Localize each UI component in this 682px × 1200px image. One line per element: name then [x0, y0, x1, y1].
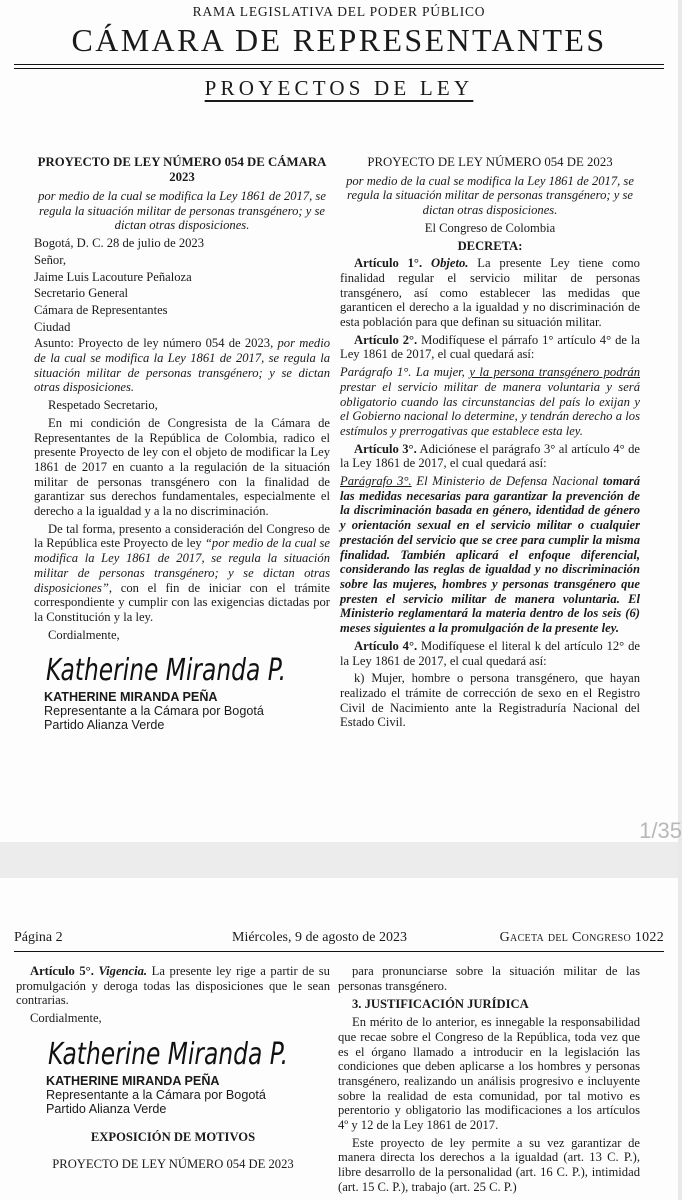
- article-1: [340, 256, 640, 330]
- signer-role: Representante a la Cámara por Bogotá: [44, 704, 264, 719]
- body-paragraph: En mi condición de Congresista de la Cámara de Representantes de la República de Colombia, radico el presente Proyecto de ley con el objeto de modificar la Ley 1861 de 2017 en cuanto a la regulación de la situación militar de personas transgénero con la finalidad de garantizar sus derechos fundamentales, especialmente el derecho a la igualdad y a la no discriminación.: [34, 415, 330, 519]
- article-text: Adiciónese el parágrafo 3° al artículo 4° de la Ley 1861 de 2017, el cual quedará así:: [340, 441, 640, 471]
- right-column: [338, 964, 640, 1198]
- signer-block: [44, 690, 330, 732]
- project-title: PROYECTO DE LEY NÚMERO 054 DE 2023: [52, 1156, 294, 1171]
- article-text: La presente Ley tiene como finalidad regular el servicio militar de personas transgénero, así como establecer las medidas que garanticen el derecho a la igualdad y no discriminación de esta población para que definan su situación militar.: [340, 256, 640, 330]
- paragraph-lead: El Ministerio de Defensa Nacional: [416, 474, 599, 489]
- bill-title: PROYECTO DE LEY NÚMERO 054 DE CÁMARA 2023: [37, 155, 327, 184]
- address-line: Secretario General: [34, 286, 129, 301]
- header-rule-thin: [14, 68, 664, 69]
- page-counter: 1/35: [639, 818, 682, 843]
- signature-image: [46, 1032, 330, 1072]
- continued-text: para pronunciarse sobre la situación militar de las personas transgénero.: [338, 964, 640, 993]
- article-2: [340, 333, 640, 362]
- gazette-name: Gaceta del Congreso: [499, 930, 631, 945]
- article-label: Artículo 4°.: [354, 638, 418, 653]
- paragraph-lead: Parágrafo 1°. La mujer,: [340, 365, 465, 380]
- paragraph-1: [340, 365, 640, 439]
- gazette-number: 1022: [634, 930, 664, 945]
- signer-name: KATHERINE MIRANDA PEÑA: [44, 690, 218, 705]
- handwritten-signature: [44, 648, 294, 688]
- paragraph-underlined: Parágrafo 3°.: [340, 474, 412, 489]
- article-text: La presente ley rige a partir de su promulgación y deroga todas las disposiciones que le sean contrarias.: [16, 964, 330, 1008]
- paragraph-tail: prestar el servicio militar de manera voluntaria y será obligatorio cuando las circunstancias del país lo exijan y el Gobierno nacional lo determine, y tendrán derecho a los estímulos y prerrogativas que establece esta ley.: [340, 379, 640, 438]
- article-4: [340, 639, 640, 668]
- article-label: Artículo 1°.: [354, 256, 423, 271]
- article-name: Vigencia.: [98, 964, 148, 978]
- decreta-heading: DECRETA:: [457, 238, 523, 253]
- signer-name: KATHERINE MIRANDA PEÑA: [46, 1073, 220, 1088]
- signature-text: Katherine Miranda P.: [46, 653, 286, 689]
- signature-text: Katherine Miranda P.: [48, 1036, 288, 1072]
- right-column: [340, 155, 640, 733]
- left-column: [16, 964, 330, 1174]
- article-5: [16, 964, 330, 1008]
- congress-line: El Congreso de Colombia: [424, 220, 556, 235]
- address-line: Ciudad: [34, 319, 71, 334]
- salutation: Respetado Secretario,: [48, 398, 158, 413]
- letter-date: Bogotá, D. C. 28 de julio de 2023: [34, 236, 205, 251]
- article-label: Artículo 2°.: [354, 332, 418, 347]
- address-line: Señor,: [34, 252, 67, 267]
- closing: Cordialmente,: [30, 1011, 102, 1026]
- chamber-title: CÁMARA DE REPRESENTANTES: [71, 22, 607, 58]
- article-text: Modifíquese el literal k del artículo 12° de la Ley 1861 de 2017, el cual quedará así:: [340, 638, 640, 668]
- handwritten-signature: [46, 1032, 296, 1072]
- address-line: Jaime Luis Lacouture Peñaloza: [34, 269, 192, 284]
- page-label: Página 2: [14, 930, 63, 945]
- running-header: [14, 930, 664, 948]
- literal-k: k) Mujer, hombre o persona transgénero, que hayan realizado el trámite de corrección de sexo en el Registro Civil de Nacimiento ante la Registraduría Nacional del Estado Civil.: [340, 671, 640, 730]
- article-label: Artículo 3°.: [354, 441, 417, 456]
- para-quote: “por medio de la cual se modifica la Ley 1861 de 2017, se regula la situación militar de personas transgénero; y se dictan otras disposiciones”,: [34, 536, 331, 595]
- article-text: Modifíquese el párrafo 1° artículo 4° de la Ley 1861 de 2017, el cual quedará así:: [340, 332, 640, 362]
- section-title: EXPOSICIÓN DE MOTIVOS: [90, 1129, 256, 1144]
- article-label: Artículo 5°.: [30, 964, 94, 978]
- signer-party: Partido Alianza Verde: [46, 1101, 167, 1116]
- para-lead: De tal forma, presento a consideración del Congreso de la República este Proyecto de ley: [34, 521, 330, 551]
- header-rule: [14, 951, 664, 952]
- section-heading: 3. JUSTIFICACIÓN JURÍDICA: [352, 997, 529, 1012]
- signer-block: [46, 1074, 330, 1116]
- signer-role: Representante a la Cámara por Bogotá: [46, 1087, 266, 1102]
- body-paragraph: [34, 522, 330, 625]
- gazette-label: [500, 930, 664, 946]
- subject-italic: por medio de la cual se modifica la Ley 1861 de 2017, se regula la situación militar de personas transgénero; y se dictan otras disposiciones.: [34, 336, 331, 395]
- para-tail: con el fin de iniciar con el trámite correspondiente y cumplir con las exigencias dictadas por la Constitución y la ley.: [34, 580, 330, 624]
- header-rule: [14, 64, 664, 65]
- bill-subtitle: por medio de la cual se modifica la Ley 1861 de 2017, se regula la situación militar de personas transgénero; y se dictan otras disposiciones.: [346, 173, 634, 218]
- signature-image: [44, 648, 330, 688]
- body-paragraph: En mérito de lo anterior, es innegable la responsabilidad que recae sobre el Congreso de la República, toda vez que es el órgano llamado a introducir en la legislación las condiciones que deben aplicarse a los hombres y personas transgénero, realizando un análisis progresivo e incluyente sobre la realidad de esta comunidad, por tal motivo es perentorio y obligatorio las modificaciones a los artículos 4º y 12 de la Ley 1861 de 2017.: [338, 1015, 640, 1133]
- paragraph-underlined: y la persona transgénero podrán: [469, 365, 640, 380]
- body-paragraph: Este proyecto de ley permite a su vez garantizar de manera directa los derechos a la igualdad (art. 13 C. P.), libre desarrollo de la personalidad (art. 16 C. P.), intimidad (art. 15 C. P.), trabajo (art. 25 C. P.): [338, 1135, 640, 1194]
- header-date: Miércoles, 9 de agosto de 2023: [232, 930, 407, 945]
- bill-title: PROYECTO DE LEY NÚMERO 054 DE 2023: [367, 155, 613, 169]
- address-line: Cámara de Representantes: [34, 302, 168, 317]
- branch-header: RAMA LEGISLATIVA DEL PODER PÚBLICO: [192, 4, 486, 19]
- document-page-2: [0, 878, 678, 1200]
- bill-subtitle: por medio de la cual se modifica la Ley 1861 de 2017, se regula la situación militar de personas transgénero; y se dictan otras disposiciones.: [38, 189, 326, 233]
- closing: Cordialmente,: [48, 627, 120, 642]
- subject-lead: Asunto: Proyecto de ley número 054 de 2023,: [34, 336, 274, 351]
- subject-paragraph: [34, 336, 330, 395]
- article-3: [340, 442, 640, 471]
- section-title: PROYECTOS DE LEY: [204, 76, 474, 100]
- paragraph-bold: tomará las medidas necesarias para garantizar la prevención de la discriminación basada en género, identidad de género y orientación sexual en el servicio militar o cualquier prestación del servicio que se cree para cumplir la misma finalidad. También aplicará el enfoque diferencial, considerando las reglas de igualdad y no discriminación sobre las mujeres, hombres y personas transgénero que presten el servicio militar de manera voluntaria. El Ministerio reglamentará la materia dentro de los seis (6) meses siguientes a la promulgación de la presente ley.: [340, 474, 641, 636]
- page-gap: [0, 842, 678, 878]
- article-name: Objeto.: [430, 256, 469, 271]
- paragraph-3: [340, 474, 640, 636]
- signer-party: Partido Alianza Verde: [44, 718, 165, 733]
- left-column: [34, 155, 330, 732]
